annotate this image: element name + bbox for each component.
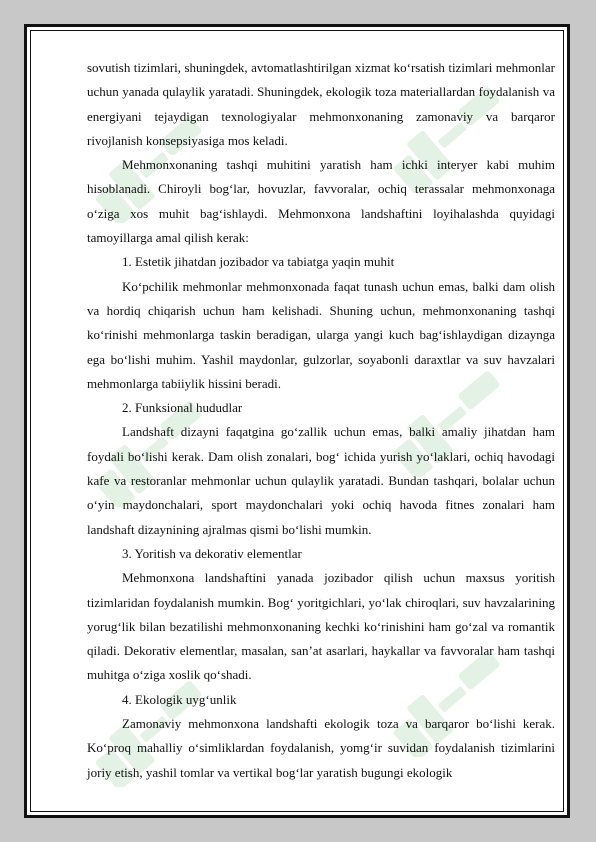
- body-paragraph: Mehmonxona landshaftini yanada jozibador qilish uchun maxsus yoritish tizimlaridan foydalanish mumkin. Bog‘ yoritgichlari, yo‘lak chiroqlari, suv havzalarining yorug‘lik bilan bezatilishi mehmonxonaning kechki ko‘rinishini ham go‘zal va romantik qiladi. Dekorativ elementlar, masalan, san’at asarlari, haykallar va favvoralar ham tashqi muhitga o‘ziga xoslik qo‘shadi.: [87, 570, 555, 683]
- body-paragraph: Mehmonxonaning tashqi muhitini yaratish ham ichki interyer kabi muhim hisoblanadi. Chiroyli bog‘lar, hovuzlar, favvoralar, ochiq terassalar mehmonxonaga o‘ziga xos muhit bag‘ishlaydi. Mehmonxona landshaftini loyihalashda quyidagi tamoyillarga amal qilish kerak:: [87, 157, 555, 246]
- body-paragraph: Landshaft dizayni faqatgina go‘zallik uchun emas, balki amaliy jihatdan ham foydali bo‘lishi kerak. Dam olish zonalari, bog‘ ichida yurish yo‘laklari, ochiq havodagi kafe va restoranlar mehmonlar uchun qulaylik yaratadi. Bundan tashqari, bolalar uchun o‘yin maydonchalari, sport maydonchalari yoki ochiq havoda fitnes zonalari ham landshaft dizaynining ajralmas qismi bo‘lishi mumkin.: [87, 424, 555, 537]
- body-paragraph: sovutish tizimlari, shuningdek, avtomatlashtirilgan xizmat ko‘rsatish tizimlari mehmonlar uchun yanada qulaylik yaratadi. Shuningdek, ekologik toza materiallardan foydalanish va energiyani tejaydigan texnologiyalar mehmonxonaning zamonaviy va barqaror rivojlanish konsepsiyasiga mos keladi.: [87, 60, 555, 148]
- section-heading: 4. Ekologik uyg‘unlik: [122, 691, 237, 707]
- body-paragraph: Ko‘pchilik mehmonlar mehmonxonada faqat tunash uchun emas, balki dam olish va hordiq chiqarish uchun ham kelishadi. Shuning uchun, mehmonxonaning tashqi ko‘rinishi mehmonlarga taskin beradigan, ularga yangi kuch bag‘ishlaydigan dizaynga ega bo‘lishi muhim. Yashil maydonlar, gulzorlar, soyabonli daraxtlar va suv havzalari mehmonlarga tabiiylik hissini beradi.: [87, 278, 555, 391]
- body-paragraph: Zamonaviy mehmonxona landshafti ekologik toza va barqaror bo‘lishi kerak. Ko‘proq mahalliy o‘simliklardan foydalanish, yomg‘ir suvidan foydalanish tizimlarini joriy etish, yashil tomlar va vertikal bog‘lar yaratish bugungi ekologik: [87, 716, 555, 780]
- section-heading: 2. Funksional hududlar: [122, 400, 243, 416]
- section-heading: 1. Estetik jihatdan jozibador va tabiatga yaqin muhit: [122, 254, 395, 270]
- section-heading: 3. Yoritish va dekorativ elementlar: [122, 545, 302, 561]
- document-page: [24, 24, 570, 818]
- document-body: [87, 56, 555, 785]
